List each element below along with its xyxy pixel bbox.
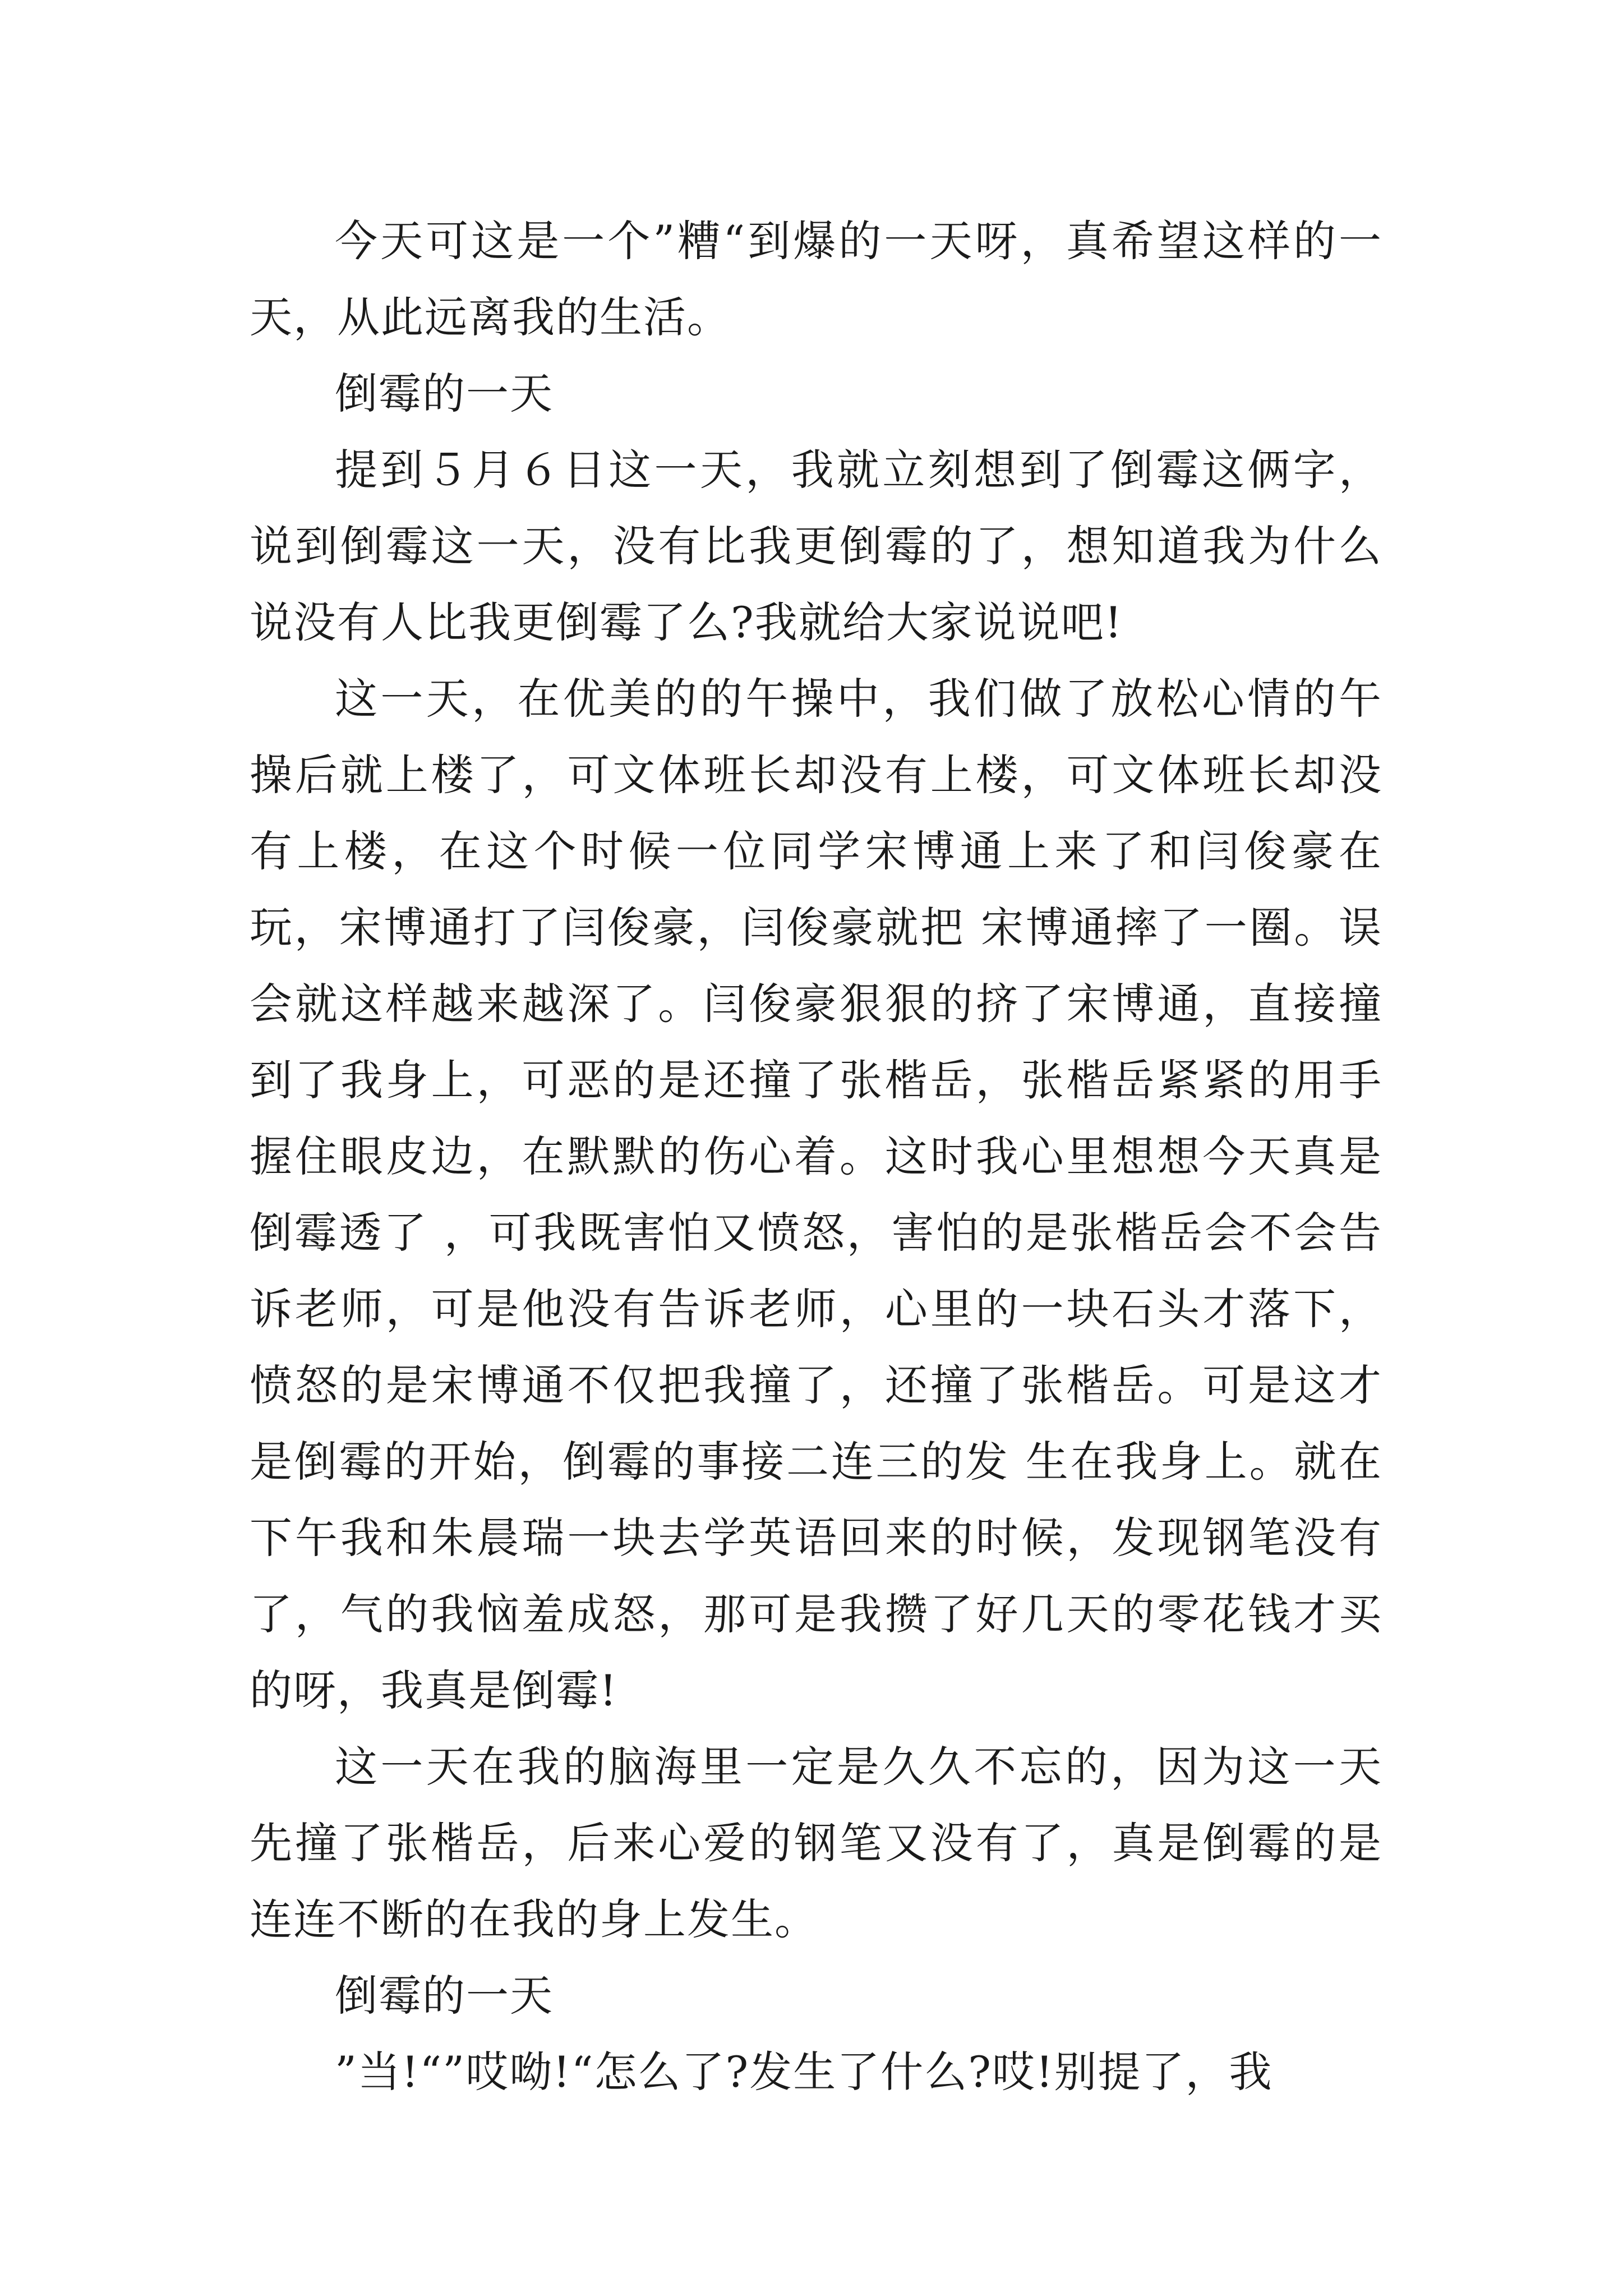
paragraph: 这一天，在优美的的午操中，我们做了放松心情的午操后就上楼了，可文体班长却没有上楼，可文体班长却没有上楼，在这个时候一位同学宋博通上来了和闫俊豪在玩，宋博通打了闫俊豪，闫俊豪就把 宋博通摔了一圈。误会就这样越来越深了。闫俊豪狠狠的挤了宋博通，直接撞到了我身上，可恶的是还撞了张楷岳，张楷岳紧紧的用手握住眼皮边，在默默的伤心着。这时我心里想想今天真是倒霉透了 ，可我既害怕又愤怒，害怕的是张楷岳会不会告诉老师，可是他没有告诉老师，心里的一块石头才落下，愤怒的是宋博通不仅把我撞了，还撞了张楷岳。可是这才是倒霉的开始，倒霉的事接二连三的发 生在我身上。就在下午我和朱晨瑞一块去学英语回来的时候，发现钢笔没有了，气的我恼羞成怒，那可是我攒了好几天的零花钱才买的呀，我真是倒霉! xyxy=(250,674,1382,1715)
paragraph: ”当!“”哎呦!“怎么了?发生了什么?哎!别提了，我 xyxy=(335,2047,1273,2097)
paragraph: 这一天在我的脑海里一定是久久不忘的，因为这一天先撞了张楷岳，后来心爱的钢笔又没有了，真是倒霉的是连连不断的在我的身上发生。 xyxy=(250,1742,1382,1944)
section-heading: 倒霉的一天 xyxy=(335,1971,554,2021)
document-body xyxy=(250,203,1382,2110)
paragraph: 今天可这是一个”糟“到爆的一天呀，真希望这样的一天，从此远离我的生活。 xyxy=(250,216,1382,342)
section-heading: 倒霉的一天 xyxy=(335,369,554,418)
paragraph: 提到５月６日这一天，我就立刻想到了倒霉这俩字，说到倒霉这一天，没有比我更倒霉的了，想知道我为什么说没有人比我更倒霉了么?我就给大家说说吧! xyxy=(250,445,1382,647)
